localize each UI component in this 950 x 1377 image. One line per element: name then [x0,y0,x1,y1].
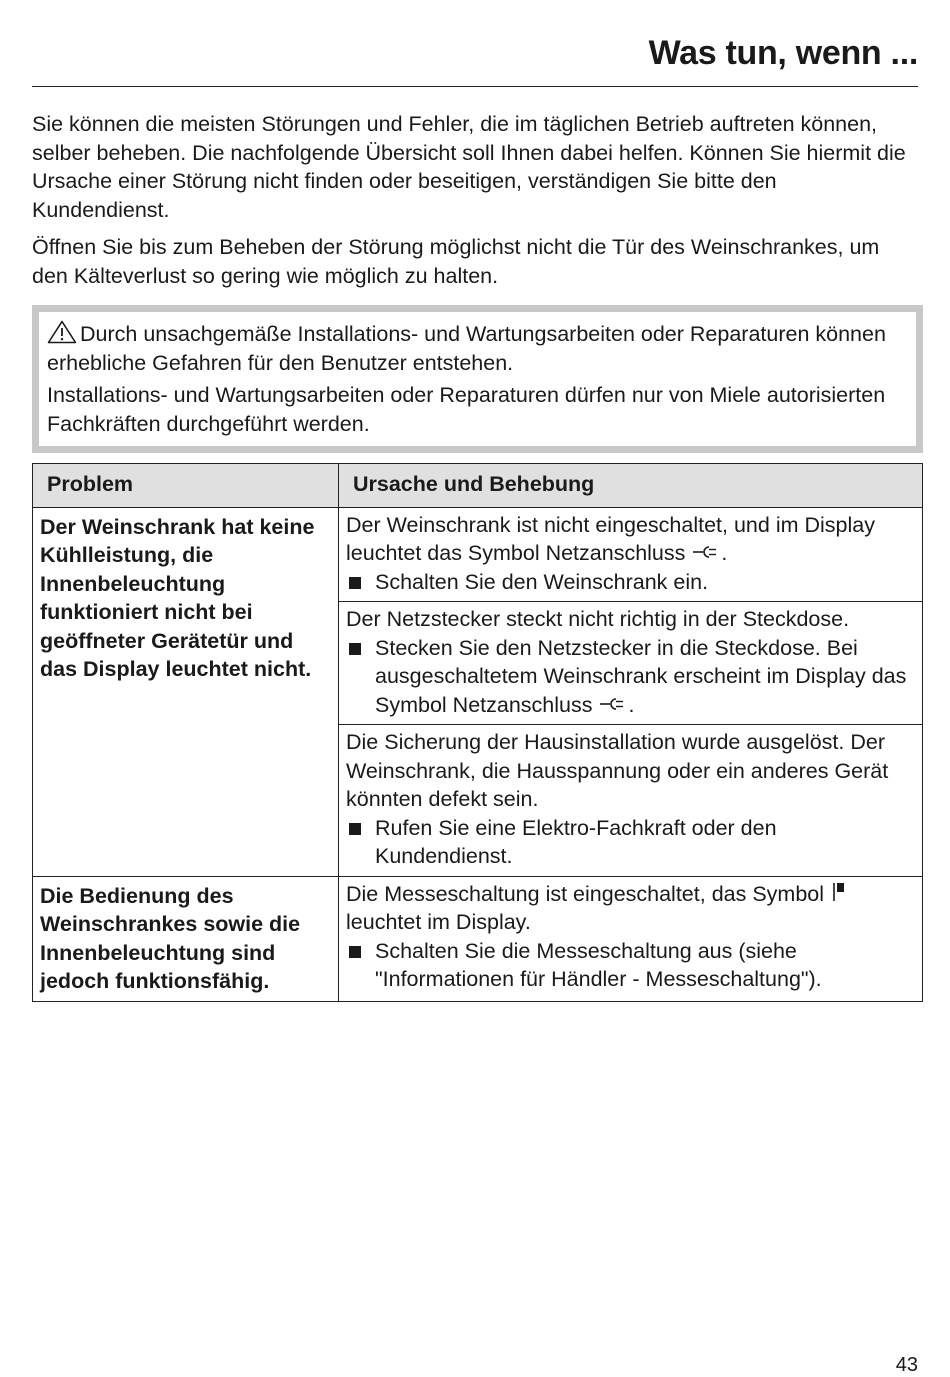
problem-cell: Die Bedienung des Weinschrankes sowie die Innenbeleuchtung sind jedoch funktionsfähig. [33,876,339,1001]
plug-icon [598,697,628,711]
bullet-square-icon [349,577,361,589]
column-header-problem: Problem [33,464,339,508]
table-row [33,507,923,602]
plug-icon [691,545,721,559]
column-header-cause: Ursache und Behebung [339,464,923,508]
warning-line-2: Installations- und Wartungsarbeiten oder Reparaturen dürfen nur von Miele autorisierten Fachkräften durchgeführt werden. [47,383,886,436]
action-step: Rufen Sie eine Elektro-Fachkraft oder den Kundendienst. [346,814,916,871]
problem-cell: Der Weinschrank hat keine Kühlleistung, die Innenbeleuchtung funktioniert nicht bei geöffneter Gerätetür und das Display leuchtet nicht. [33,507,339,876]
bullet-square-icon [349,946,361,958]
cause-cell [339,876,923,1001]
table-header-row [33,464,923,508]
warning-triangle-icon [47,320,77,344]
page-title: Was tun, wenn ... [648,34,918,72]
cause-cell [339,507,923,602]
cause-text: Der Netzstecker steckt nicht richtig in der Steckdose. [346,607,850,631]
cause-cell [339,725,923,877]
action-step: Stecken Sie den Netzstecker in die Steckdose. Bei ausgeschaltetem Weinschrank erscheint im Display das Symbol Netzanschluss . [346,634,916,720]
cause-cell [339,602,923,725]
intro-paragraph: Öffnen Sie bis zum Beheben der Störung möglichst nicht die Tür des Weinschrankes, um den Kälteverlust so gering wie möglich zu halten. [32,235,880,288]
warning-line-1 [47,320,908,377]
bullet-square-icon [349,643,361,655]
troubleshooting-table [32,463,923,1002]
cause-text: Die Messeschaltung ist eingeschaltet, das Symbol leuchtet im Display. [346,880,916,937]
demo-mode-icon [832,881,846,903]
bullet-square-icon [349,823,361,835]
action-step: Schalten Sie die Messeschaltung aus (siehe "Informationen für Händler - Messeschaltung"). [346,937,916,994]
cause-text: Die Sicherung der Hausinstallation wurde ausgelöst. Der Weinschrank, die Hausspannung oder ein anderes Gerät könnten defekt sein. [346,730,889,811]
page-number: 43 [895,1354,918,1376]
title-divider [32,86,918,87]
action-step: Schalten Sie den Weinschrank ein. [346,568,916,597]
intro-paragraph: Sie können die meisten Störungen und Fehler, die im täglichen Betrieb auftreten können, selber beheben. Die nachfolgende Übersicht soll Ihnen dabei helfen. Können Sie hiermit die Ursache einer Störung nicht finden oder beseitigen, verständigen Sie bitte den Kundendienst. [32,112,906,222]
warning-box [32,305,923,453]
table-row [33,876,923,1001]
warning-text: Durch unsachgemäße Installations- und Wartungsarbeiten oder Reparaturen können erhebliche Gefahren für den Benutzer entstehen. [47,322,886,375]
intro-text [32,110,912,299]
cause-text: Der Weinschrank ist nicht eingeschaltet, und im Display leuchtet das Symbol Netzanschluss . [346,512,875,565]
